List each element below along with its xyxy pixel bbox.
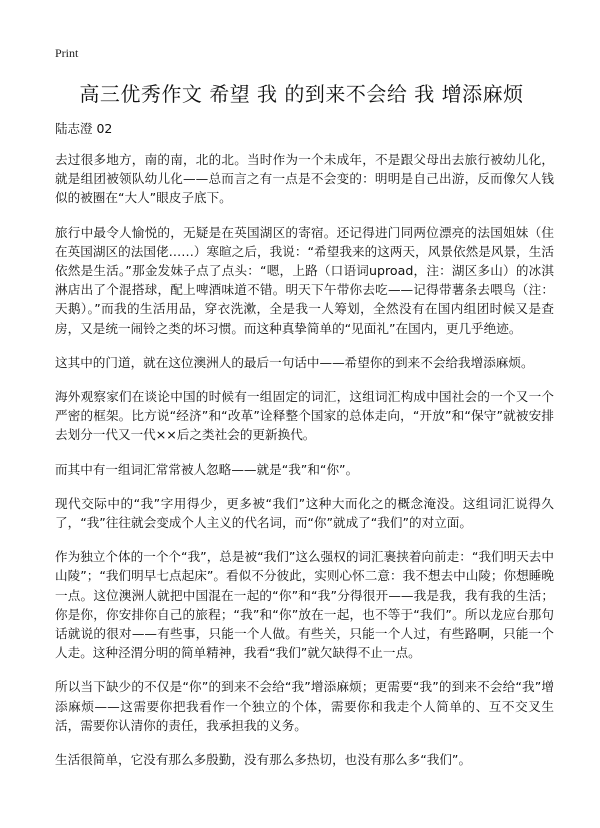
paragraph: 所以当下缺少的不仅是“你”的到来不会给“我”增添麻烦；更需要“我”的到来不会给“我”增添麻烦——这需要你把我看作一个独立的个体，需要你和我走个人简单的、互不交叉生活，需要你认清你的责任，我承担我的义务。 xyxy=(55,679,554,733)
article-title: 高三优秀作文 希望 我 的到来不会给 我 增添麻烦 xyxy=(79,82,524,106)
paragraph: 海外观察家们在谈论中国的时候有一组固定的词汇，这组词汇构成中国社会的一个又一个严密的框架。比方说“经济”和“改革”诠释整个国家的总体走向，“开放”和“保守”就被安排去划分一代又一代××后之类社会的更新换代。 xyxy=(55,389,554,443)
paragraph: 现代交际中的“我”字用得少，更多被“我们”这种大而化之的概念淹没。这组词汇说得久了，“我”往往就会变成个人主义的代名词，而“你”就成了“我们”的对立面。 xyxy=(55,495,554,531)
paragraph: 而其中有一组词汇常常被人忽略——就是“我”和“你”。 xyxy=(55,461,359,477)
paragraph: 生活很简单，它没有那么多殷勤，没有那么多热切，也没有那么多“我们”。 xyxy=(55,752,472,768)
paragraph: 旅行中最令人愉悦的，无疑是在英国湖区的寄宿。还记得进门同两位漂亮的法国姐妹（住在英国湖区的法国佬……）寒暄之后，我说：“希望我来的这两天，风景依然是风景，生活依然是生活。”那金发妹子点了点头：“嗯，上路（口语词uproad，注：湖区多山）的冰淇淋店出了个混搭球，配上啤酒味道不错。明天下午带你去吃——记得带薯条去喂鸟（注：天鹅）。”而我的生活用品，穿衣洗漱，全是我一人筹划，全然没有在国内组团时候又是查房，又是统一闹铃之类的坏习惯。而这种真挚简单的“见面礼”在国内，更几乎绝迹。 xyxy=(55,224,554,336)
article-author: 陆志澄 02 xyxy=(55,121,113,136)
paragraph: 这其中的门道，就在这位澳洲人的最后一句话中——希望你的到来不会给我增添麻烦。 xyxy=(55,354,534,370)
print-link[interactable]: Print xyxy=(55,46,79,60)
paragraph: 作为独立个体的一个个“我”，总是被“我们”这么强权的词汇裹挟着向前走：“我们明天去中山陵”；“我们明早七点起床”。看似不分彼此，实则心怀二意：我不想去中山陵；你想睡晚一点。这位澳洲人就把中国混在一起的“你”和“我”分得很开——我是我，我有我的生活；你是你，你安排你自己的旅程；“我”和“你”放在一起，也不等于“我们”。所以龙应台那句话就说的很对——有些事，只能一个人做。有些关，只能一个人过，有些路啊，只能一个人走。这种泾渭分明的简单精神，我看“我们”就欠缺得不止一点。 xyxy=(55,549,554,661)
article-body xyxy=(55,150,554,784)
paragraph: 去过很多地方，南的南，北的北。当时作为一个未成年，不是跟父母出去旅行被幼儿化，就是组团被领队幼儿化——总而言之有一点是不会变的：明明是自己出游，反而像欠人钱似的被圈在“大人”眼皮子底下。 xyxy=(55,152,554,206)
